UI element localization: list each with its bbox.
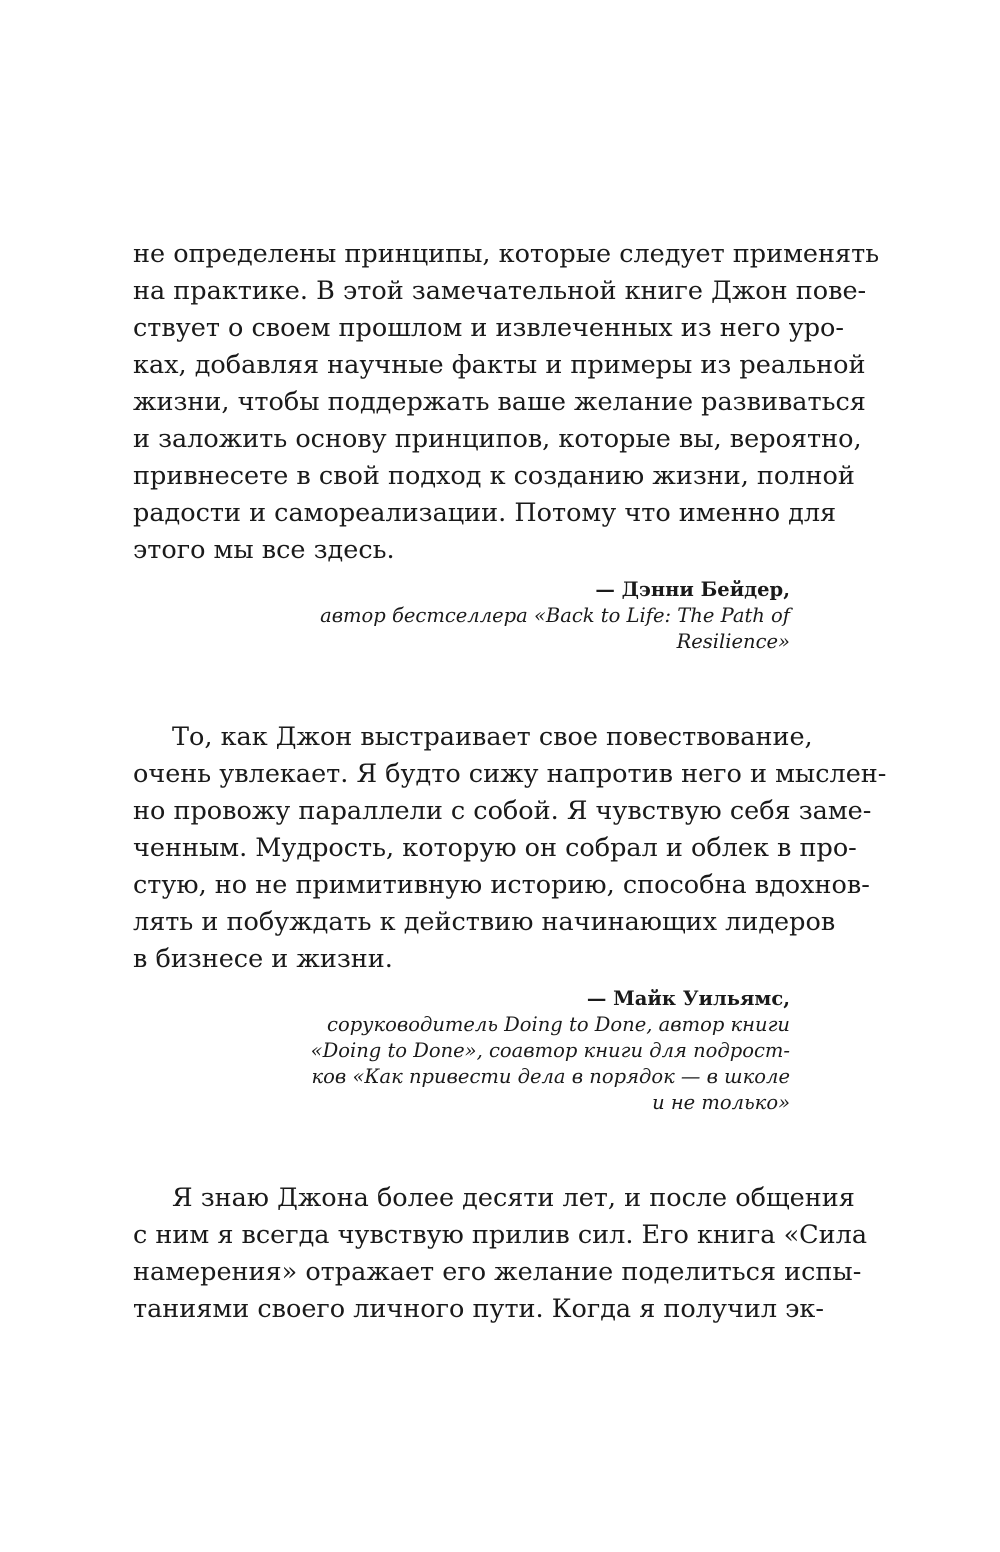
testimonial-3: [133, 1180, 868, 1328]
text-line: лять и побуждать к действию начинающих лидеров: [133, 907, 836, 937]
text-line: ствует о своем прошлом и извлеченных из него уро-: [133, 313, 844, 343]
testimonial-1-attribution: [133, 577, 790, 655]
author-role-line: соруководитель Doing to Done, автор книги: [327, 1013, 790, 1036]
text-line: и заложить основу принципов, которые вы, вероятно,: [133, 424, 862, 454]
author-role-line: и не только»: [652, 1091, 790, 1114]
text-line: таниями своего личного пути. Когда я получил эк-: [133, 1294, 824, 1324]
text-line: этого мы все здесь.: [133, 535, 395, 565]
author-name: — Дэнни Бейдер,: [595, 578, 790, 601]
text-line: привнесете в свой подход к созданию жизни, полной: [133, 461, 855, 491]
text-line: жизни, чтобы поддержать ваше желание развиваться: [133, 387, 866, 417]
text-line: в бизнесе и жизни.: [133, 944, 393, 974]
text-line: стую, но не примитивную историю, способна вдохнов-: [133, 870, 870, 900]
text-line: намерения» отражает его желание поделиться испы-: [133, 1257, 862, 1287]
author-role-line: ков «Как привести дела в порядок — в школе: [311, 1065, 790, 1088]
testimonial-2-attribution: [133, 986, 790, 1116]
text-line: на практике. В этой замечательной книге Джон пове-: [133, 276, 867, 306]
text-line: очень увлекает. Я будто сижу напротив него и мыслен-: [133, 759, 887, 789]
author-role-line: Resilience»: [676, 630, 790, 653]
testimonial-1: [133, 236, 880, 655]
testimonial-3-text: [133, 1180, 868, 1328]
text-line: ках, добавляя научные факты и примеры из реальной: [133, 350, 866, 380]
text-line: но провожу параллели с собой. Я чувствую себя заме-: [133, 796, 872, 826]
testimonial-2-text: [133, 719, 887, 978]
testimonial-1-text: [133, 236, 880, 569]
author-role-line: автор бестселлера «Back to Life: The Path of: [320, 604, 790, 627]
text-line: Я знаю Джона более десяти лет, и после общения: [172, 1183, 855, 1213]
text-line: ченным. Мудрость, которую он собрал и облек в про-: [133, 833, 857, 863]
author-role-line: «Doing to Done», соавтор книги для подрост-: [310, 1039, 790, 1062]
text-line: с ним я всегда чувствую прилив сил. Его книга «Сила: [133, 1220, 868, 1250]
testimonial-2: [133, 719, 887, 1116]
text-line: То, как Джон выстраивает свое повествование,: [172, 722, 813, 752]
book-page: [133, 236, 887, 1328]
text-line: радости и самореализации. Потому что именно для: [133, 498, 837, 528]
author-name: — Майк Уильямс,: [586, 987, 790, 1010]
text-line: не определены принципы, которые следует применять: [133, 239, 880, 269]
